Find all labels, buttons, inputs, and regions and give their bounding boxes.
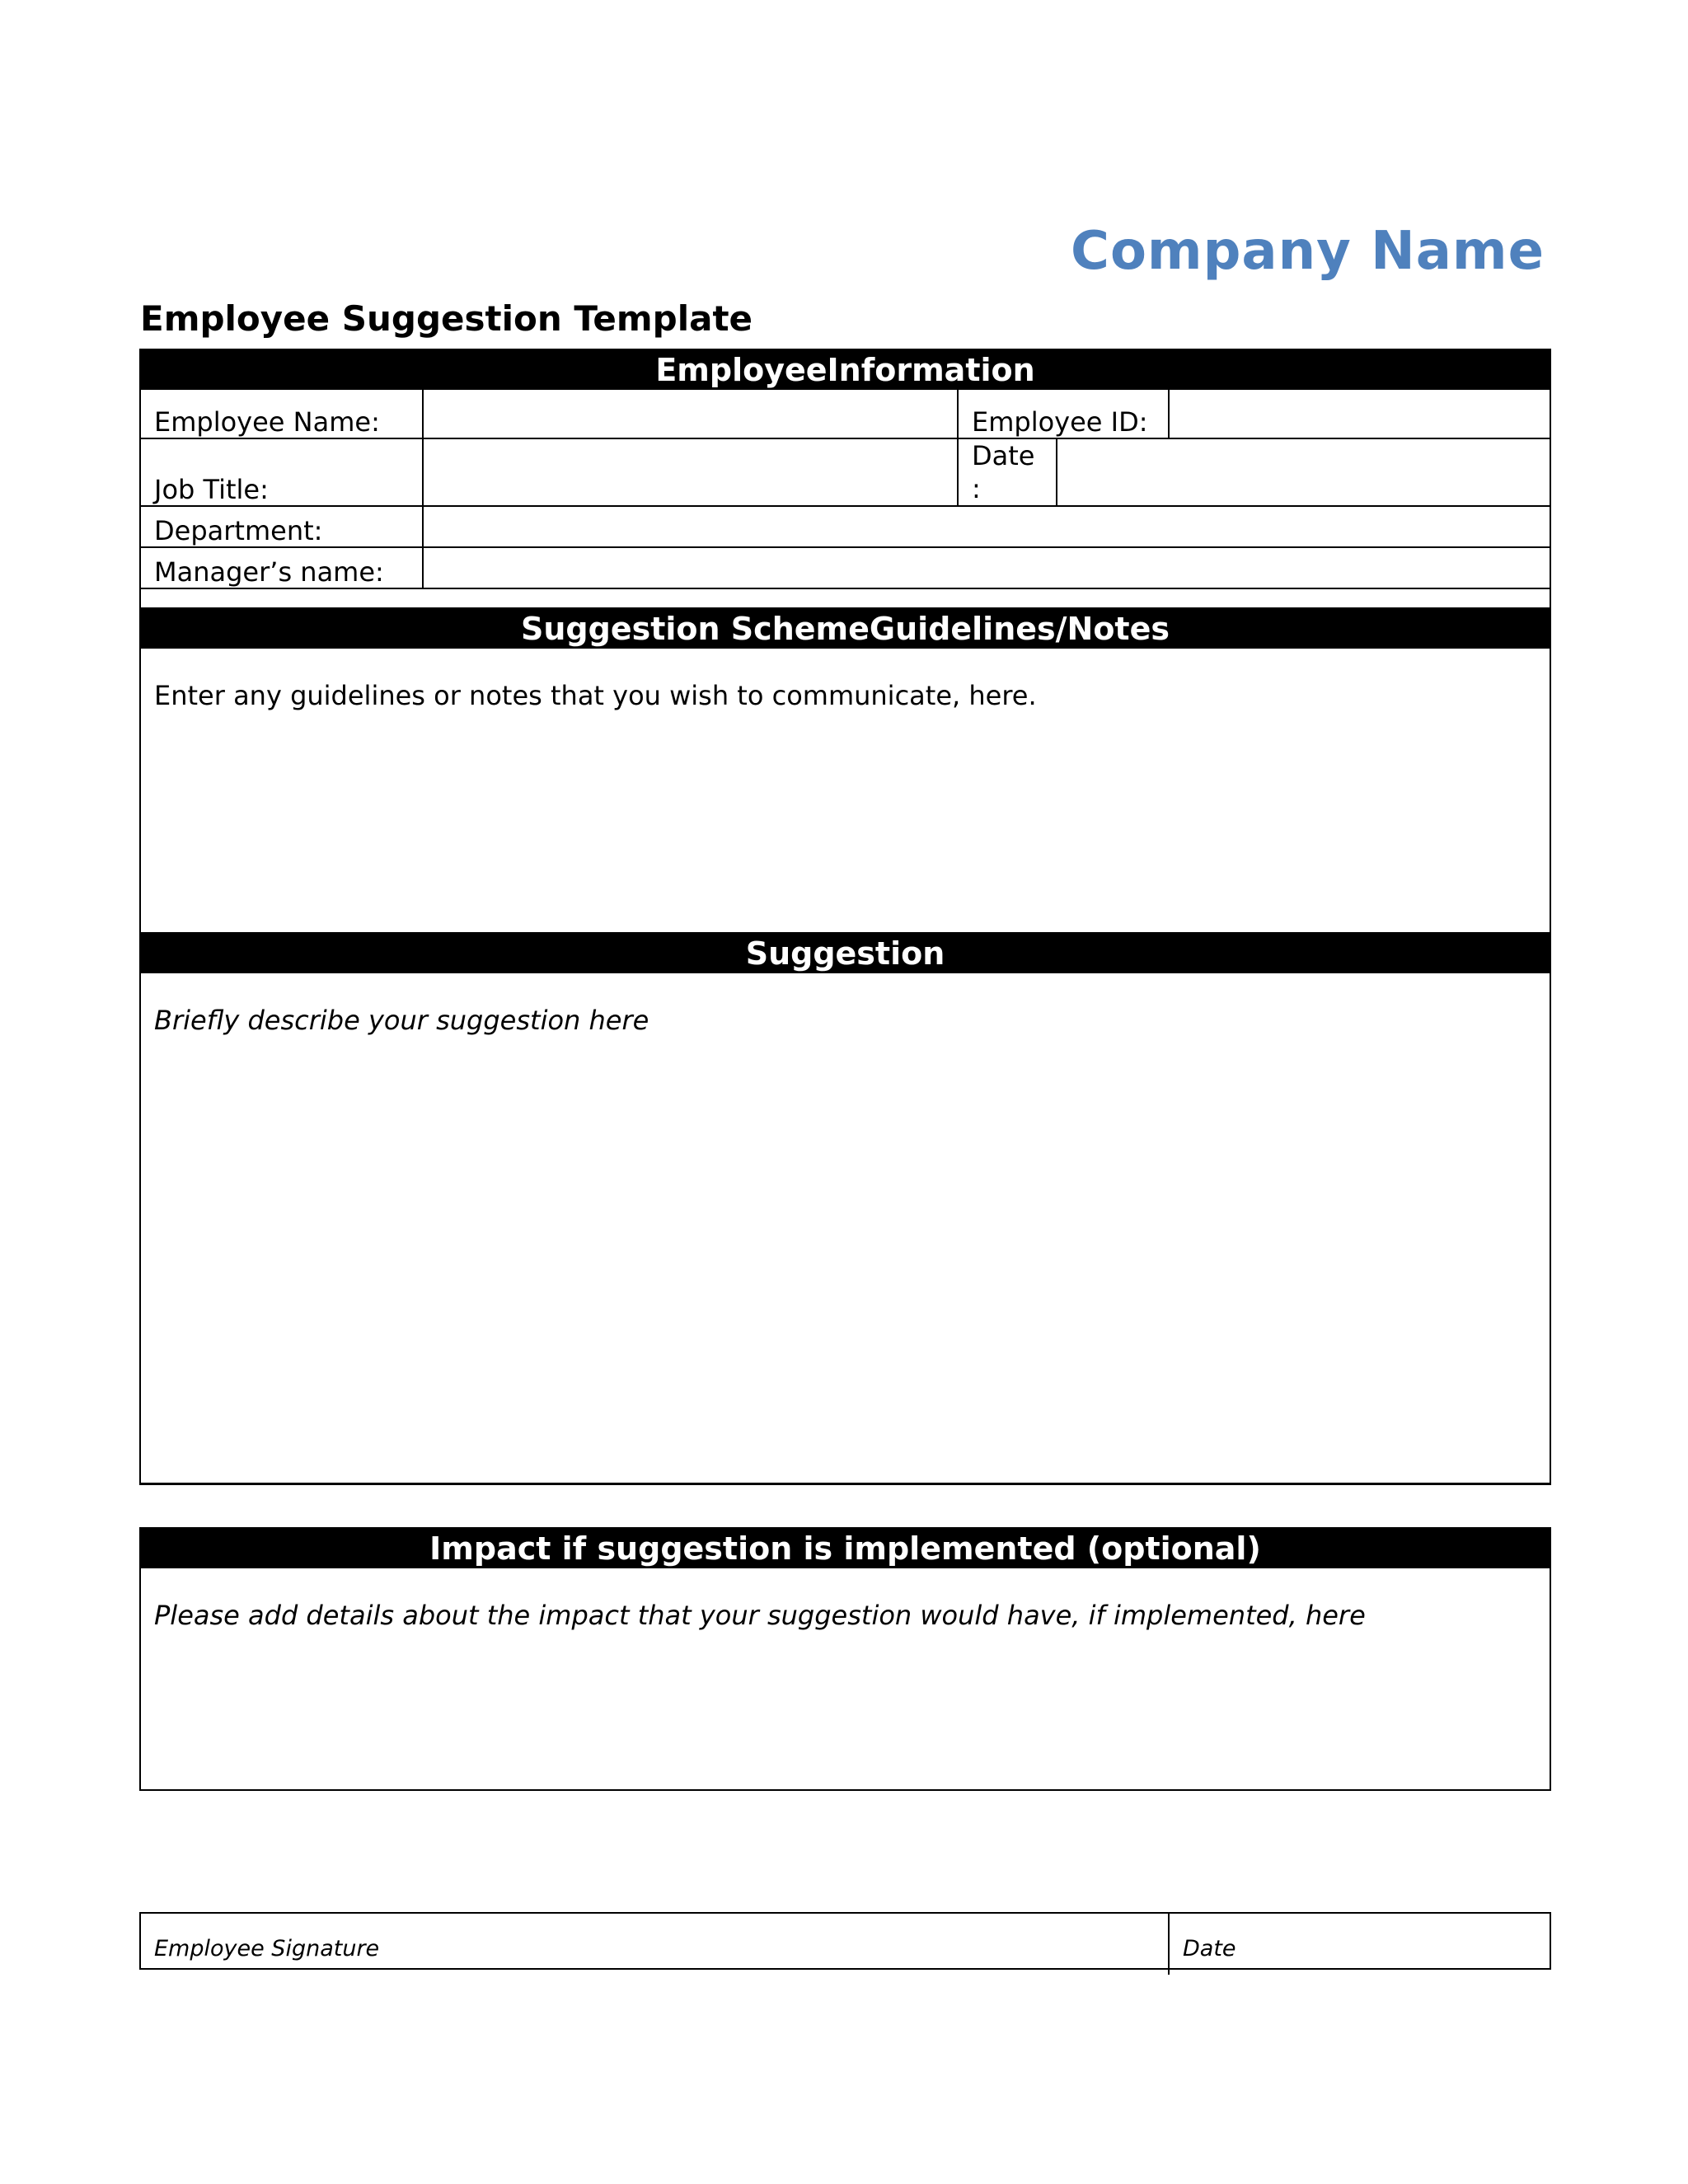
employee-info-heading: EmployeeInformation	[141, 350, 1550, 390]
impact-text[interactable]: Please add details about the impact that your suggestion would have, if implemented, here	[154, 1600, 1366, 1631]
signature-section	[139, 1912, 1551, 1970]
job-title-label: Job Title:	[141, 438, 423, 506]
date-field[interactable]	[1057, 438, 1550, 506]
spacer-row	[141, 588, 1550, 608]
guidelines-heading: Suggestion SchemeGuidelines/Notes	[141, 609, 1550, 649]
manager-name-field[interactable]	[423, 547, 1550, 588]
manager-name-label: Manager’s name:	[141, 547, 423, 588]
date-label	[958, 438, 1057, 506]
impact-section	[139, 1527, 1551, 1791]
guidelines-text[interactable]: Enter any guidelines or notes that you wish to communicate, here.	[154, 680, 1037, 711]
company-name: Company Name	[1070, 221, 1545, 282]
employee-id-field[interactable]	[1169, 390, 1550, 438]
signature-table	[141, 1914, 1550, 1975]
suggestion-heading: Suggestion	[141, 934, 1550, 973]
employee-name-label: Employee Name:	[141, 390, 423, 438]
suggestion-text[interactable]: Briefly describe your suggestion here	[154, 1005, 649, 1036]
employee-name-field[interactable]	[423, 390, 958, 438]
signature-date-field[interactable]: Date	[1169, 1914, 1550, 1975]
employee-signature-field[interactable]: Employee Signature	[154, 1935, 380, 1961]
suggestion-section	[139, 932, 1551, 1485]
date-label-line2: :	[972, 473, 981, 504]
employee-info-table	[141, 390, 1550, 609]
date-label-line1: Date	[972, 440, 1035, 471]
impact-heading: Impact if suggestion is implemented (optional)	[141, 1529, 1550, 1568]
employee-info-section	[139, 349, 1551, 934]
department-label: Department:	[141, 506, 423, 547]
job-title-field[interactable]	[423, 438, 958, 506]
department-field[interactable]	[423, 506, 1550, 547]
document-title: Employee Suggestion Template	[140, 298, 753, 339]
employee-id-label: Employee ID:	[958, 390, 1169, 438]
